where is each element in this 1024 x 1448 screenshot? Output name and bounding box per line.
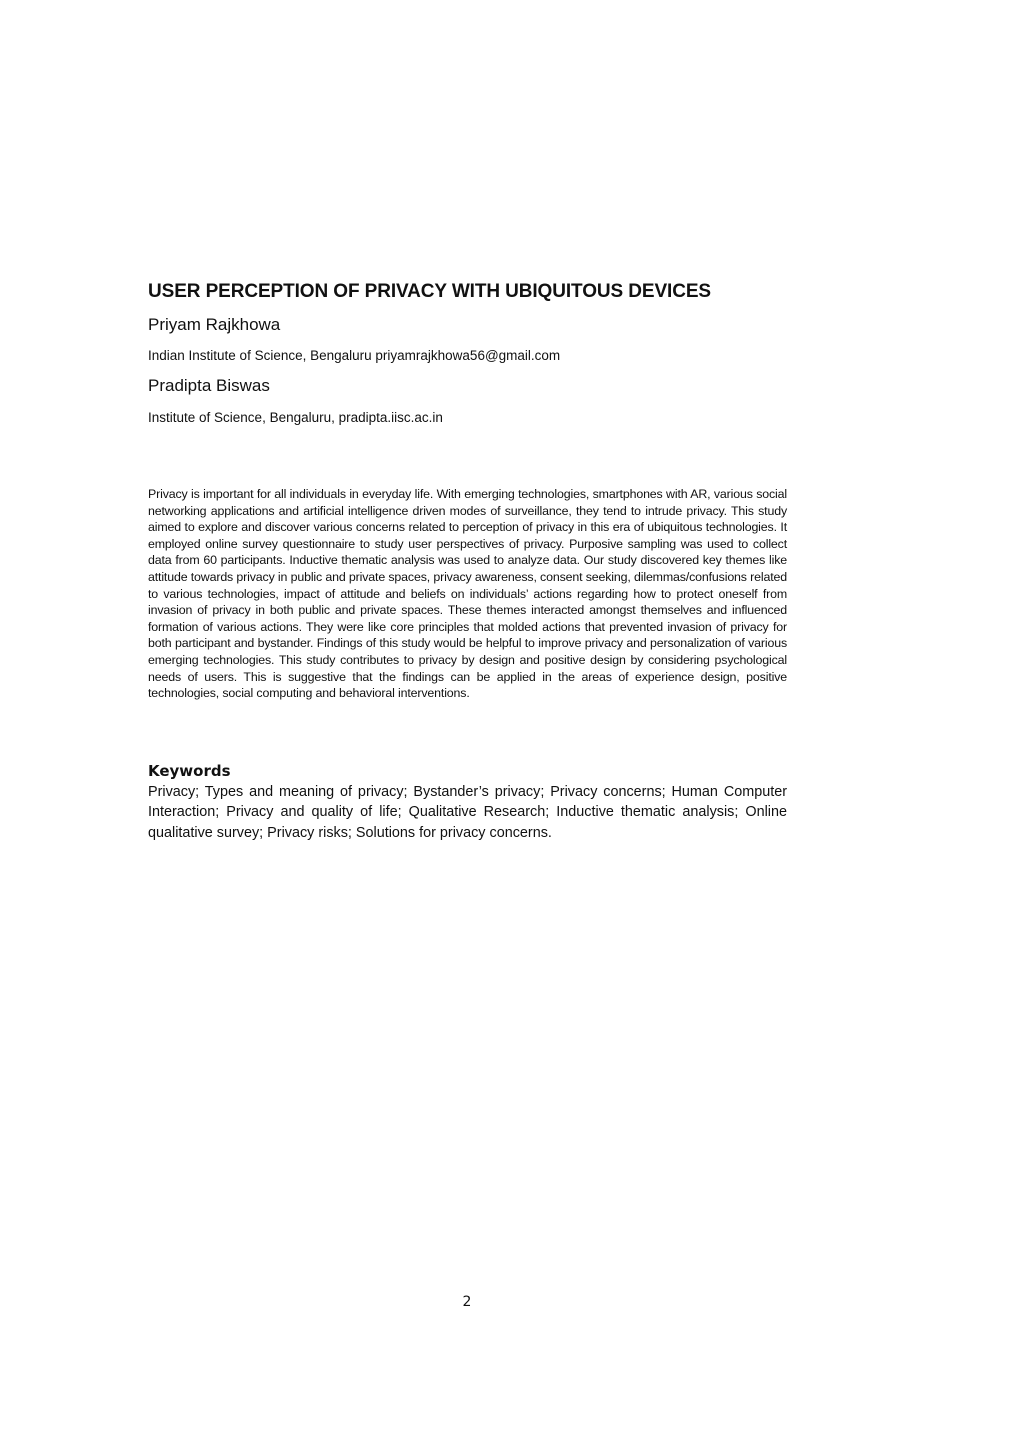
abstract-text: Privacy is important for all individuals in everyday life. With emerging technologies, smartphones with AR, various social networking applications and artificial intelligence driven modes of surveillance, they tend to intrude privacy. This study aimed to explore and discover various concerns related to perception of privacy in this era of ubiquitous technologies. It employed online survey questionnaire to study user perspectives of privacy. Purposive sampling was used to collect data from 60 participants. Inductive thematic analysis was used to analyze data. Our study discovered key themes like attitude towards privacy in public and private spaces, privacy awareness, consent seeking, dilemmas/confusions related to various technologies, impact of attitude and beliefs on individuals’ actions regarding how to protect oneself from invasion of privacy in both public and private spaces. These themes interacted amongst themselves and influenced formation of various actions. They were like core principles that molded actions that prevented invasion of privacy for both participant and bystander. Findings of this study would be helpful to improve privacy and personalization of various emerging technologies. This study contributes to privacy by design and positive design by considering psychological needs of users. This is suggestive that the findings can be applied in the areas of experience design, positive technologies, social computing and behavioral interventions. (148, 487, 787, 701)
keywords-text: Privacy; Types and meaning of privacy; Bystander’s privacy; Privacy concerns; Human Computer Interaction; Privacy and quality of life; Qualitative Research; Inductive thematic analysis; Online qualitative survey; Privacy risks; Solutions for privacy concerns. (148, 784, 787, 841)
author-affiliation-1: Indian Institute of Science, Bengaluru priyamrajkhowa56@gmail.com (148, 348, 561, 363)
author-name-2: Pradipta Biswas (148, 376, 270, 395)
author-affiliation-2: Institute of Science, Bengaluru, pradipta.iisc.ac.in (148, 410, 443, 425)
page-number: 2 (462, 1294, 472, 1310)
keywords-heading: Keywords (148, 762, 231, 780)
author-name-1: Priyam Rajkhowa (148, 315, 281, 334)
paper-title: USER PERCEPTION OF PRIVACY WITH UBIQUITOUS DEVICES (148, 281, 711, 302)
